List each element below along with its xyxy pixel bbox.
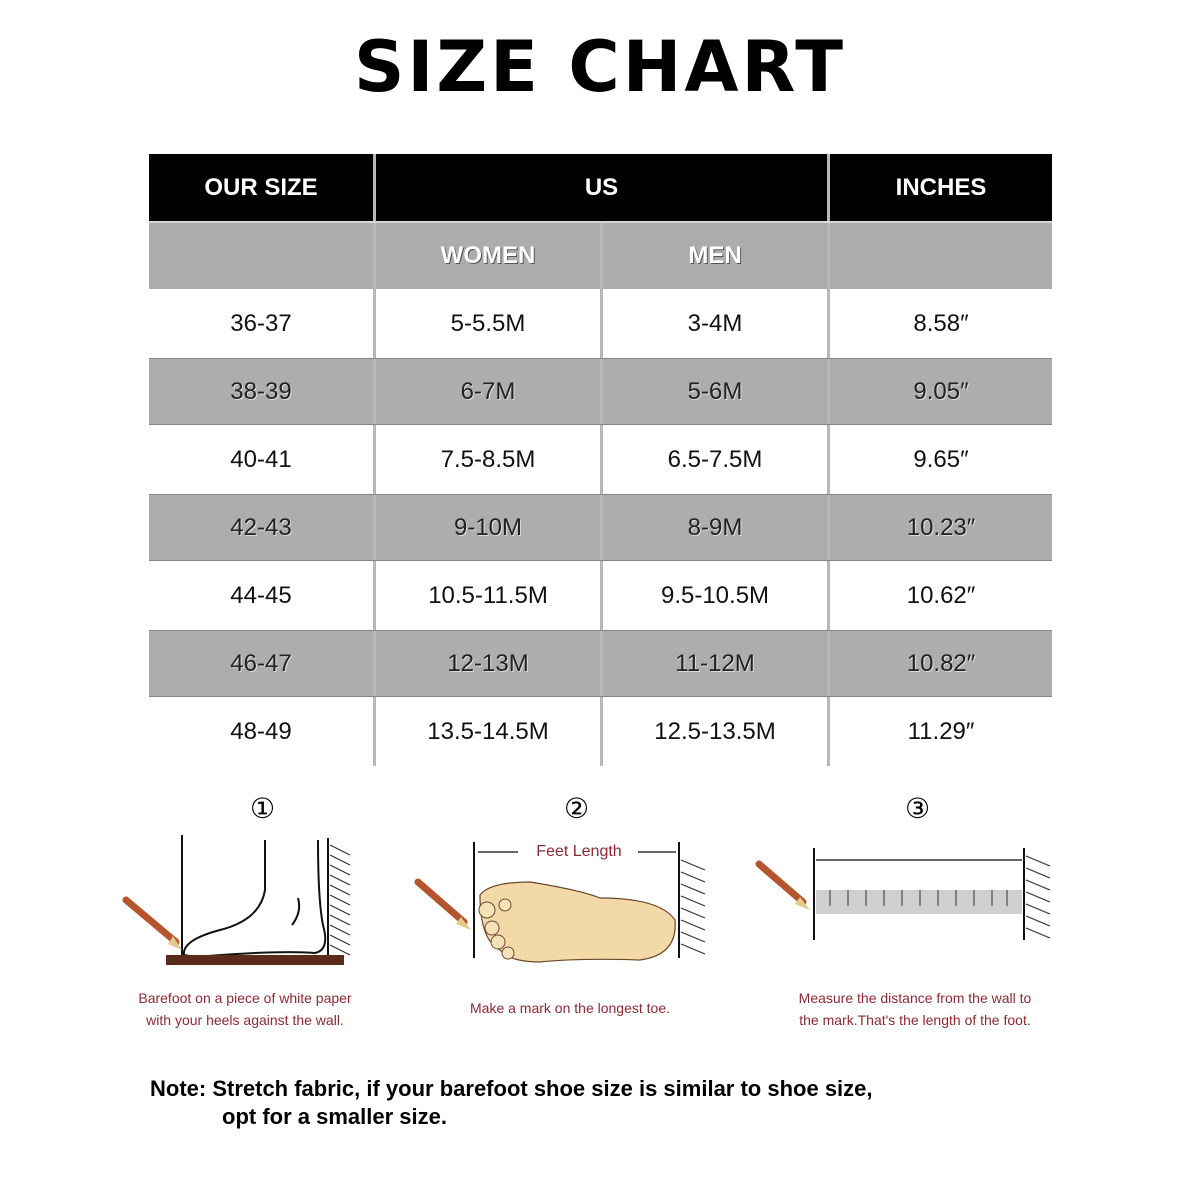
table-row xyxy=(149,289,1052,358)
size-table xyxy=(149,154,1052,766)
cell-women: 6-7M xyxy=(373,359,600,424)
cell-men: 11-12M xyxy=(600,631,827,696)
cell-men: 5-6M xyxy=(600,359,827,424)
header-women: WOMEN xyxy=(373,223,600,289)
cell-inches: 10.23″ xyxy=(827,495,1052,560)
pencil-icon xyxy=(418,882,471,930)
header-us: US xyxy=(373,154,827,221)
cell-women: 12-13M xyxy=(373,631,600,696)
cell-men: 9.5-10.5M xyxy=(600,561,827,630)
cell-women: 5-5.5M xyxy=(373,289,600,358)
cell-our-size: 42-43 xyxy=(230,513,292,541)
table-row xyxy=(149,630,1052,697)
note-text: Note: Stretch fabric, if your barefoot shoe size is similar to shoe size, opt for a smaller size. xyxy=(150,1076,873,1129)
cell-women: 10.5-11.5M xyxy=(373,561,600,630)
step-number: ② xyxy=(564,792,590,825)
ruler-icon xyxy=(816,890,1022,914)
cell-our-size: 36-37 xyxy=(230,309,292,337)
cell-our-size: 46-47 xyxy=(230,649,292,677)
step-caption: Barefoot on a piece of white paper with your heels against the wall. xyxy=(138,990,352,1028)
cell-inches: 10.82″ xyxy=(827,631,1052,696)
pencil-icon xyxy=(126,900,182,950)
cell-men: 6.5-7.5M xyxy=(600,425,827,494)
cell-women: 9-10M xyxy=(373,495,600,560)
pencil-icon xyxy=(759,864,810,910)
cell-women: 7.5-8.5M xyxy=(373,425,600,494)
foot-side-illustration xyxy=(110,790,390,970)
subheader-empty xyxy=(827,223,1052,289)
cell-women: 13.5-14.5M xyxy=(373,697,600,766)
header-our-size: OUR SIZE xyxy=(204,173,318,201)
cell-inches: 11.29″ xyxy=(827,697,1052,766)
foot-top-illustration xyxy=(400,790,720,990)
feet-length-label: Feet Length xyxy=(520,842,638,862)
header-inches: INCHES xyxy=(827,154,1052,221)
step-number: ① xyxy=(250,792,276,825)
table-row xyxy=(149,358,1052,425)
cell-inches: 9.65″ xyxy=(827,425,1052,494)
cell-our-size: 40-41 xyxy=(230,445,292,473)
cell-inches: 10.62″ xyxy=(827,561,1052,630)
table-subheader-row xyxy=(149,221,1052,289)
measure-step-1 xyxy=(110,790,390,1040)
table-row xyxy=(149,561,1052,630)
step-caption: Measure the distance from the wall to the mark.That's the length of the foot. xyxy=(798,990,1032,1028)
cell-our-size: 48-49 xyxy=(230,717,292,745)
measure-step-2 xyxy=(400,790,720,1040)
page-title: SIZE CHART xyxy=(353,26,847,108)
ruler-illustration xyxy=(745,790,1065,980)
table-row xyxy=(149,494,1052,561)
measure-step-3 xyxy=(745,790,1065,1040)
header-men: MEN xyxy=(600,223,827,289)
table-row xyxy=(149,697,1052,766)
cell-men: 3-4M xyxy=(600,289,827,358)
cell-men: 8-9M xyxy=(600,495,827,560)
table-header-row xyxy=(149,154,1052,221)
cell-men: 12.5-13.5M xyxy=(600,697,827,766)
subheader-empty xyxy=(149,223,373,289)
step-number: ③ xyxy=(905,792,931,825)
cell-inches: 8.58″ xyxy=(827,289,1052,358)
table-row xyxy=(149,425,1052,494)
cell-our-size: 38-39 xyxy=(230,377,292,405)
cell-our-size: 44-45 xyxy=(230,581,292,609)
step-caption: Make a mark on the longest toe. xyxy=(470,1000,670,1016)
cell-inches: 9.05″ xyxy=(827,359,1052,424)
